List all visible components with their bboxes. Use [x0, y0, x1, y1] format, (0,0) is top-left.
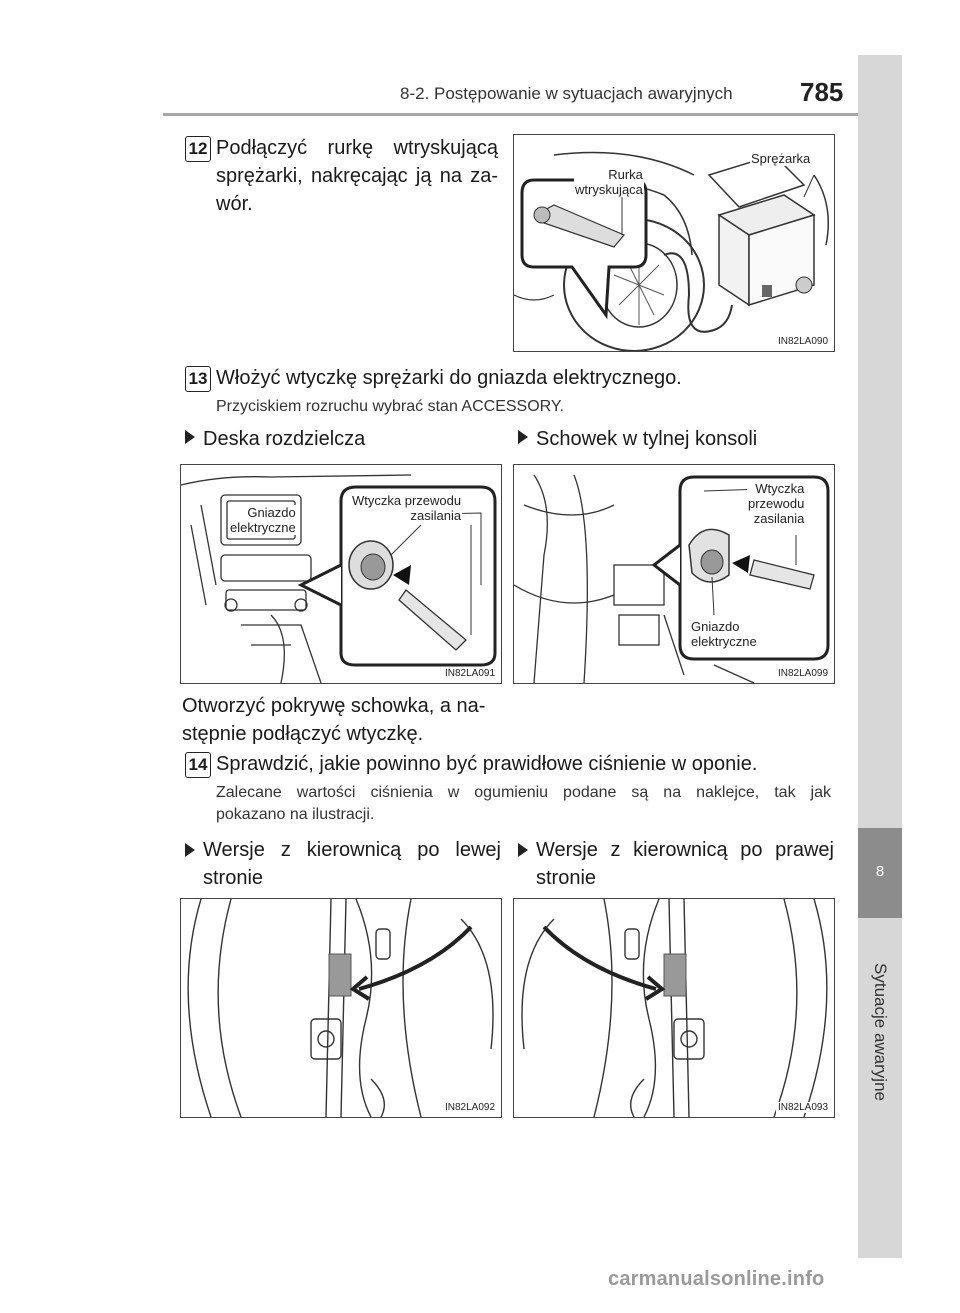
heading-rhd: Wersje z kierownicą po prawej stronie [518, 836, 834, 892]
label-compressor: Sprężarka [751, 151, 811, 166]
figure-code: IN82LA092 [445, 1102, 496, 1113]
figure-code: IN82LA093 [778, 1102, 829, 1113]
chapter-title: Sytuacje awaryjne [871, 963, 890, 1101]
figure-code: IN82LA099 [778, 668, 829, 679]
figure-tire-label-rhd [513, 898, 835, 1118]
section-title: 8-2. Postępowanie w sytuacjach awaryjnych [400, 84, 733, 103]
step-13-note: Przyciskiem rozruchu wybrać stan ACCESSORY. [216, 398, 564, 415]
chapter-number: 8 [858, 828, 902, 918]
header-divider [163, 113, 860, 116]
figure-tire-label-lhd [180, 898, 502, 1118]
step-13-text: Włożyć wtyczkę sprężarki do gniazda elektrycznego. [216, 367, 682, 389]
heading-rear-console: Schowek w tylnej konsoli [518, 425, 757, 453]
step-14-text: Sprawdzić, jakie powinno być prawidłowe ciśnienie w oponie. [216, 753, 758, 775]
rear-console-caption: Otworzyć pokrywę schowka, a na- stępnie podłączyć wtyczkę. [182, 695, 486, 745]
figure-code: IN82LA091 [445, 668, 496, 679]
watermark: carmanualsonline.info [608, 1268, 825, 1290]
step-13-number: 13 [185, 366, 211, 392]
figure-dashboard-socket [180, 464, 502, 684]
heading-lhd: Wersje z kierownicą po lewej stronie [185, 836, 501, 892]
step-14-note: Zalecane wartości ciśnienia w ogumieniu podane są na naklejce, tak jak pokazano na ilustracji. [216, 784, 831, 823]
label-power-plug: Wtyczka przewodu zasilania [352, 493, 462, 523]
label-power-socket: Gniazdo elektryczne [691, 619, 757, 649]
heading-dashboard: Deska rozdzielcza [185, 425, 365, 453]
label-power-socket: Gniazdo elektryczne [230, 505, 296, 535]
figure-compressor-hookup [513, 134, 835, 352]
figure-rear-console-socket [513, 464, 835, 684]
page-number: 785 [800, 77, 844, 107]
figure-code: IN82LA090 [778, 336, 829, 347]
step-12-number: 12 [185, 136, 211, 162]
step-14-number: 14 [185, 752, 211, 778]
step-12-text: Podłączyć rurkę wtryskującą sprężarki, nakręcając ją na za- wór. [216, 137, 498, 215]
label-power-plug: Wtyczka przewodu zasilania [748, 481, 805, 526]
label-injection-tube: Rurka wtryskująca [575, 167, 643, 197]
